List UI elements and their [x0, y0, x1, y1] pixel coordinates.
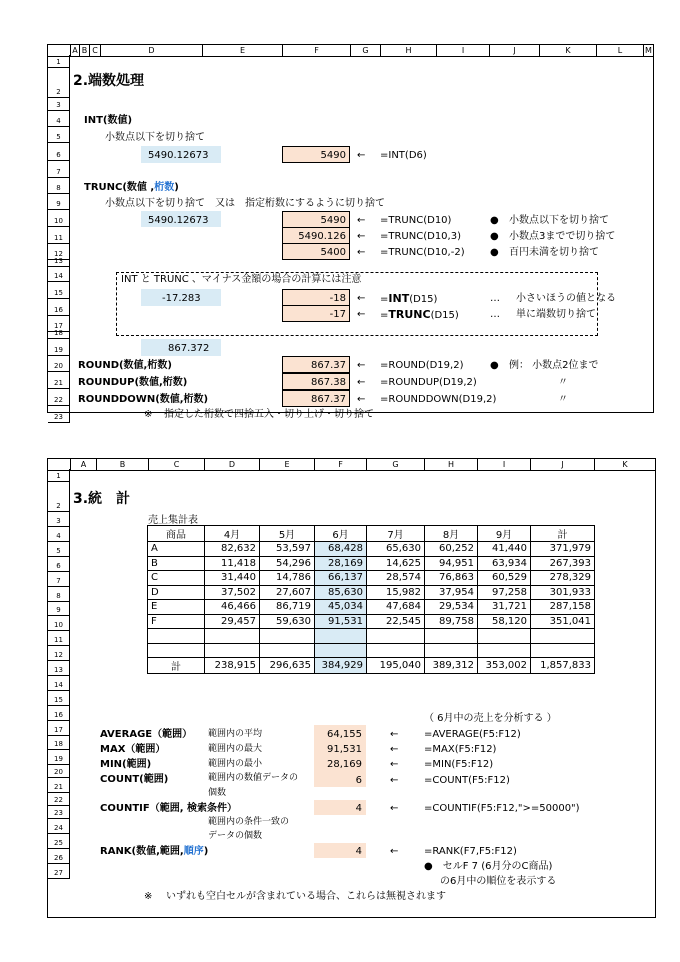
col-header-b[interactable]: B	[96, 459, 148, 470]
table-row	[148, 614, 595, 629]
arrow-left: ←	[390, 759, 399, 770]
int-negative-formula	[380, 292, 437, 306]
max-label: MAX（範囲）	[100, 744, 166, 755]
table-cell[interactable]	[425, 643, 478, 658]
trunc-result-value: 5490.126	[298, 231, 346, 242]
table-cell[interactable]: 計	[148, 658, 205, 674]
average-label: AVERAGE（範囲）	[100, 729, 193, 740]
max-description: 範囲内の最大	[208, 744, 263, 754]
june-cell[interactable]	[315, 643, 367, 658]
table-cell[interactable]: 27,607	[260, 585, 315, 600]
rounddown-label: ROUNDDOWN(数値,桁数)	[78, 394, 209, 405]
table-cell[interactable]: 15,982	[367, 585, 425, 600]
row-header[interactable]: 1	[48, 55, 70, 68]
row-header[interactable]: 15	[48, 691, 70, 706]
table-cell[interactable]	[367, 643, 425, 658]
row-header[interactable]: 20	[48, 356, 70, 372]
average-formula: =AVERAGE(F5:F12)	[424, 729, 521, 740]
table-cell[interactable]: 22,545	[367, 614, 425, 629]
row-header[interactable]: 6	[48, 143, 70, 161]
formula-func-int: INT	[388, 292, 410, 305]
table-cell[interactable]: 59,630	[260, 614, 315, 629]
table-cell[interactable]: C	[148, 571, 205, 586]
june-cell[interactable]: 28,169	[315, 556, 367, 571]
table-cell[interactable]: 14,625	[367, 556, 425, 571]
arrow-left: ←	[390, 775, 399, 786]
arrow-left: ←	[357, 377, 366, 388]
bullet-icon: ●	[490, 215, 499, 226]
table-cell[interactable]: 278,329	[531, 571, 595, 586]
col-header-a[interactable]: A	[70, 459, 96, 470]
table-cell[interactable]: D	[148, 585, 205, 600]
col-header-g[interactable]: G	[350, 45, 380, 56]
table-cell[interactable]: 54,296	[260, 556, 315, 571]
comparison-note: INT と TRUNC 、マイナス金額の場合の計算には注意	[121, 274, 362, 285]
row-header[interactable]: 8	[48, 587, 70, 602]
arrow-left: ←	[390, 846, 399, 857]
table-cell[interactable]: 7月	[367, 526, 425, 542]
table-cell[interactable]: 86,719	[260, 600, 315, 615]
int-description: 小数点以下を切り捨て	[105, 132, 205, 143]
col-header-k[interactable]: K	[539, 45, 596, 56]
int-formula: =INT(D6)	[380, 150, 427, 161]
row-header[interactable]: 11	[48, 631, 70, 646]
table-row	[148, 643, 595, 658]
table-cell[interactable]: 9月	[478, 526, 531, 542]
table-cell[interactable]: 76,863	[425, 571, 478, 586]
formula-eq: =	[380, 294, 389, 305]
table-cell[interactable]: 11,418	[205, 556, 260, 571]
table-total-row	[148, 658, 595, 674]
ditto-mark: 〃	[558, 377, 568, 388]
table-cell[interactable]: B	[148, 556, 205, 571]
row-header[interactable]: 1	[48, 469, 70, 482]
table-cell[interactable]: A	[148, 542, 205, 557]
trunc-input-value: 5490.12673	[148, 215, 209, 226]
trunc-note: 小数点以下を切り捨て	[509, 215, 609, 226]
table-header-row	[148, 526, 595, 542]
table-cell[interactable]: 195,040	[367, 658, 425, 674]
col-header-j[interactable]: J	[489, 45, 539, 56]
june-cell[interactable]: 45,034	[315, 600, 367, 615]
col-header-f[interactable]: F	[282, 45, 350, 56]
table-cell[interactable]: 353,002	[478, 658, 531, 674]
ditto-mark: 〃	[558, 394, 568, 405]
column-header-bar	[48, 44, 653, 57]
june-cell[interactable]: 91,531	[315, 614, 367, 629]
table-cell[interactable]: 37,502	[205, 585, 260, 600]
table-cell[interactable]: 82,632	[205, 542, 260, 557]
col-header-g[interactable]: G	[366, 459, 424, 470]
table-cell[interactable]: 46,466	[205, 600, 260, 615]
row-header[interactable]: 2	[48, 68, 70, 98]
sheet-rounding	[47, 44, 654, 421]
table-cell[interactable]	[148, 643, 205, 658]
row-header[interactable]: 18	[48, 332, 70, 339]
row-header[interactable]: 12	[48, 244, 70, 260]
table-cell[interactable]: 389,312	[425, 658, 478, 674]
col-header-d[interactable]: D	[204, 459, 259, 470]
ellipsis: …	[490, 293, 500, 304]
row-header[interactable]: 15	[48, 282, 70, 299]
june-cell[interactable]	[315, 629, 367, 644]
sales-table	[147, 525, 595, 674]
table-cell[interactable]	[531, 643, 595, 658]
table-cell[interactable]	[148, 629, 205, 644]
table-cell[interactable]	[205, 629, 260, 644]
table-cell[interactable]: 267,393	[531, 556, 595, 571]
table-cell[interactable]: 287,158	[531, 600, 595, 615]
arrow-left: ←	[390, 803, 399, 814]
table-cell[interactable]: 53,597	[260, 542, 315, 557]
row-header[interactable]: 20	[48, 765, 70, 778]
table-cell[interactable]: 296,635	[260, 658, 315, 674]
row-header[interactable]: 4	[48, 111, 70, 127]
countif-value: 4	[355, 803, 362, 814]
table-cell[interactable]: 5月	[260, 526, 315, 542]
june-cell[interactable]: 68,428	[315, 542, 367, 557]
table-row	[148, 571, 595, 586]
arrow-left: ←	[357, 394, 366, 405]
footnote: 指定した桁数で四捨五入・切り上げ・切り捨て	[164, 409, 374, 420]
int-result-value: 5490	[320, 150, 346, 161]
col-header-e[interactable]: E	[259, 459, 314, 470]
june-cell[interactable]: 6月	[315, 526, 367, 542]
rank-value: 4	[355, 846, 362, 857]
table-cell[interactable]: 8月	[425, 526, 478, 542]
june-cell[interactable]: 66,137	[315, 571, 367, 586]
col-header-e[interactable]: E	[202, 45, 282, 56]
col-header-k[interactable]: K	[594, 459, 655, 470]
bullet-icon: ●	[490, 231, 499, 242]
table-cell[interactable]: 14,786	[260, 571, 315, 586]
row-header[interactable]: 8	[48, 178, 70, 194]
round-result-value: 867.37	[311, 394, 346, 405]
rounddown-formula: =ROUNDDOWN(D19,2)	[380, 394, 497, 405]
count-description-1: 範囲内の数値データの	[208, 773, 299, 783]
negative-note: 小さいほうの値となる	[516, 293, 616, 304]
formula-arg: (D15)	[409, 294, 438, 305]
arrow-left: ←	[357, 247, 366, 258]
table-cell[interactable]: 60,252	[425, 542, 478, 557]
count-value: 6	[355, 775, 362, 786]
table-cell[interactable]	[531, 629, 595, 644]
col-header-c[interactable]: C	[89, 45, 100, 56]
trunc-heading-main: TRUNC(数値 ,	[84, 182, 155, 193]
table-cell[interactable]: 41,440	[478, 542, 531, 557]
trunc-description: 小数点以下を切り捨て 又は 指定桁数にするように切り捨て	[105, 198, 385, 209]
row-header[interactable]: 6	[48, 557, 70, 572]
table-cell[interactable]	[478, 629, 531, 644]
table-cell[interactable]: 47,684	[367, 600, 425, 615]
negative-result-value: -18	[329, 293, 346, 304]
table-cell[interactable]: 37,954	[425, 585, 478, 600]
section-title: 2.端数処理	[73, 73, 145, 89]
arrow-left: ←	[390, 744, 399, 755]
footnote-mark: ※	[144, 891, 153, 902]
row-header[interactable]: 17	[48, 721, 70, 736]
table-caption: 売上集計表	[148, 515, 198, 526]
sheet-divider	[47, 412, 654, 413]
row-header[interactable]: 27	[48, 864, 70, 879]
int-input-value: 5490.12673	[148, 150, 209, 161]
table-cell[interactable]	[425, 629, 478, 644]
row-header[interactable]: 16	[48, 299, 70, 316]
table-cell[interactable]: 58,120	[478, 614, 531, 629]
col-header-c[interactable]: C	[148, 459, 204, 470]
trunc-formula: =TRUNC(D10,-2)	[380, 247, 465, 258]
table-cell[interactable]: 301,933	[531, 585, 595, 600]
row-header[interactable]: 9	[48, 602, 70, 616]
table-cell[interactable]: 29,534	[425, 600, 478, 615]
table-cell[interactable]	[205, 643, 260, 658]
table-row	[148, 556, 595, 571]
table-cell[interactable]: 4月	[205, 526, 260, 542]
row-header[interactable]: 7	[48, 572, 70, 587]
table-cell[interactable]: 1,857,833	[531, 658, 595, 674]
min-label: MIN(範囲)	[100, 759, 152, 770]
trunc-negative-formula	[380, 308, 459, 322]
row-header[interactable]: 21	[48, 778, 70, 793]
row-header[interactable]: 22	[48, 389, 70, 406]
row-header[interactable]: 7	[48, 161, 70, 178]
ellipsis: …	[490, 309, 500, 320]
trunc-result-value: 5490	[320, 215, 346, 226]
trunc-note: 百円未満を切り捨て	[509, 247, 599, 258]
analysis-note: （ 6月中の売上を分析する ）	[424, 713, 557, 724]
col-header-f[interactable]: F	[314, 459, 366, 470]
row-header[interactable]: 14	[48, 676, 70, 691]
max-formula: =MAX(F5:F12)	[424, 744, 497, 755]
row-header[interactable]: 16	[48, 706, 70, 721]
rank-label-close: )	[203, 846, 209, 857]
countif-formula: =COUNTIF(F5:F12,">=50000")	[424, 803, 580, 814]
roundup-formula: =ROUNDUP(D19,2)	[380, 377, 477, 388]
row-header[interactable]: 21	[48, 372, 70, 389]
trunc-result-value: 5400	[320, 247, 346, 258]
table-cell[interactable]: 計	[531, 526, 595, 542]
col-header-h[interactable]: H	[380, 45, 436, 56]
table-cell[interactable]: 97,258	[478, 585, 531, 600]
count-label: COUNT(範囲)	[100, 774, 169, 785]
row-header[interactable]: 26	[48, 849, 70, 864]
bullet-icon: ●	[490, 247, 499, 258]
arrow-left: ←	[390, 729, 399, 740]
formula-arg: (D15)	[430, 310, 459, 321]
formula-func-trunc: TRUNC	[388, 308, 431, 321]
row-header[interactable]: 14	[48, 267, 70, 282]
table-cell[interactable]: 65,630	[367, 542, 425, 557]
row-header[interactable]: 10	[48, 210, 70, 227]
rank-note-1: ● セルF 7 (6月分のC商品)	[424, 861, 553, 872]
table-cell[interactable]: 351,041	[531, 614, 595, 629]
countif-description-2: データの個数	[208, 831, 263, 841]
col-header-a[interactable]: A	[70, 45, 79, 56]
trunc-heading	[84, 181, 179, 194]
row-header[interactable]: 3	[48, 512, 70, 527]
table-cell[interactable]	[260, 629, 315, 644]
min-value: 28,169	[327, 759, 362, 770]
min-description: 範囲内の最小	[208, 759, 263, 769]
formula-eq: =	[380, 310, 389, 321]
table-row	[148, 542, 595, 557]
negative-result-value: -17	[329, 309, 346, 320]
round-formula: =ROUND(D19,2)	[380, 360, 464, 371]
table-cell[interactable]	[367, 629, 425, 644]
max-value: 91,531	[327, 744, 362, 755]
count-description-2: 個数	[208, 788, 227, 798]
arrow-left: ←	[357, 215, 366, 226]
table-cell[interactable]: 63,934	[478, 556, 531, 571]
table-cell[interactable]: 89,758	[425, 614, 478, 629]
trunc-formula: =TRUNC(D10,3)	[380, 231, 461, 242]
row-header[interactable]: 22	[48, 793, 70, 806]
col-header-d[interactable]: D	[100, 45, 202, 56]
sheet-statistics	[47, 458, 656, 917]
row-header[interactable]: 19	[48, 339, 70, 356]
row-header[interactable]: 12	[48, 646, 70, 661]
arrow-left: ←	[357, 360, 366, 371]
table-cell[interactable]: 31,721	[478, 600, 531, 615]
table-row	[148, 585, 595, 600]
row-header[interactable]: 5	[48, 127, 70, 143]
row-header[interactable]: 10	[48, 616, 70, 631]
min-formula: =MIN(F5:F12)	[424, 759, 494, 770]
row-header[interactable]: 13	[48, 260, 70, 267]
trunc-formula: =TRUNC(D10)	[380, 215, 452, 226]
bullet-icon: ●	[490, 360, 499, 371]
table-cell[interactable]: 28,574	[367, 571, 425, 586]
june-cell[interactable]: 384,929	[315, 658, 367, 674]
col-header-l[interactable]: L	[596, 45, 643, 56]
column-header-bar	[48, 458, 655, 471]
row-header[interactable]: 2	[48, 482, 70, 512]
footnote-mark: ※	[144, 409, 153, 420]
col-header-i[interactable]: I	[436, 45, 489, 56]
average-description: 範囲内の平均	[208, 729, 263, 739]
row-header[interactable]: 18	[48, 736, 70, 750]
arrow-left: ←	[357, 231, 366, 242]
sheet-divider	[47, 917, 656, 918]
rank-label-main: RANK(数値,範囲,	[100, 846, 184, 857]
table-cell[interactable]: F	[148, 614, 205, 629]
int-heading: INT(数値)	[84, 115, 133, 126]
roundup-label: ROUNDUP(数値,桁数)	[78, 377, 188, 388]
table-cell[interactable]	[478, 643, 531, 658]
round-result-value: 867.37	[311, 360, 346, 371]
round-result-value: 867.38	[311, 377, 346, 388]
row-header[interactable]: 17	[48, 316, 70, 332]
rank-label	[100, 845, 208, 858]
average-value: 64,155	[327, 729, 362, 740]
negative-input-value: -17.283	[162, 293, 201, 304]
row-header[interactable]: 24	[48, 819, 70, 834]
table-cell[interactable]: 94,951	[425, 556, 478, 571]
table-cell[interactable]: 371,979	[531, 542, 595, 557]
col-header-m[interactable]: M	[643, 45, 653, 56]
june-cell[interactable]: 85,630	[315, 585, 367, 600]
row-header[interactable]: 13	[48, 661, 70, 676]
table-cell[interactable]: E	[148, 600, 205, 615]
row-header[interactable]: 11	[48, 227, 70, 244]
count-formula: =COUNT(F5:F12)	[424, 775, 510, 786]
table-row	[148, 600, 595, 615]
round-label: ROUND(数値,桁数)	[78, 360, 172, 371]
trunc-heading-close: )	[174, 182, 179, 193]
col-header-h[interactable]: H	[424, 459, 477, 470]
col-header-i[interactable]: I	[477, 459, 530, 470]
rank-note-2: の6月中の順位を表示する	[440, 876, 557, 887]
table-cell[interactable]	[260, 643, 315, 658]
row-header[interactable]: 25	[48, 834, 70, 849]
row-header[interactable]: 23	[48, 806, 70, 819]
row-header[interactable]: 19	[48, 750, 70, 765]
countif-description-1: 範囲内の条件一致の	[208, 817, 290, 827]
col-header-b[interactable]: B	[79, 45, 89, 56]
arrow-left: ←	[357, 150, 366, 161]
arrow-left: ←	[357, 309, 366, 320]
countif-label: COUNTIF（範囲, 検索条件）	[100, 803, 237, 814]
table-row	[148, 629, 595, 644]
row-header[interactable]: 5	[48, 542, 70, 557]
round-example: 例： 小数点2位まで	[509, 360, 599, 371]
footnote: いずれも空白セルが含まれている場合、これらは無視されます	[166, 891, 446, 902]
row-header[interactable]: 9	[48, 194, 70, 210]
rank-formula: =RANK(F7,F5:F12)	[424, 846, 517, 857]
section-title: 3.統 計	[73, 491, 131, 507]
table-cell[interactable]: 31,440	[205, 571, 260, 586]
row-header[interactable]: 4	[48, 527, 70, 542]
table-cell[interactable]: 238,915	[205, 658, 260, 674]
col-header-j[interactable]: J	[530, 459, 594, 470]
trunc-heading-digits: 桁数	[154, 182, 175, 193]
row-header[interactable]: 3	[48, 98, 70, 111]
row-header[interactable]: 23	[48, 406, 70, 423]
rank-label-order: 順序	[183, 846, 204, 857]
round-input-value: 867.372	[168, 343, 210, 354]
table-cell[interactable]: 商品	[148, 526, 205, 542]
table-cell[interactable]: 60,529	[478, 571, 531, 586]
table-cell[interactable]: 29,457	[205, 614, 260, 629]
arrow-left: ←	[357, 293, 366, 304]
negative-note: 単に端数切り捨て	[516, 309, 596, 320]
trunc-note: 小数点3までで切り捨て	[509, 231, 616, 242]
